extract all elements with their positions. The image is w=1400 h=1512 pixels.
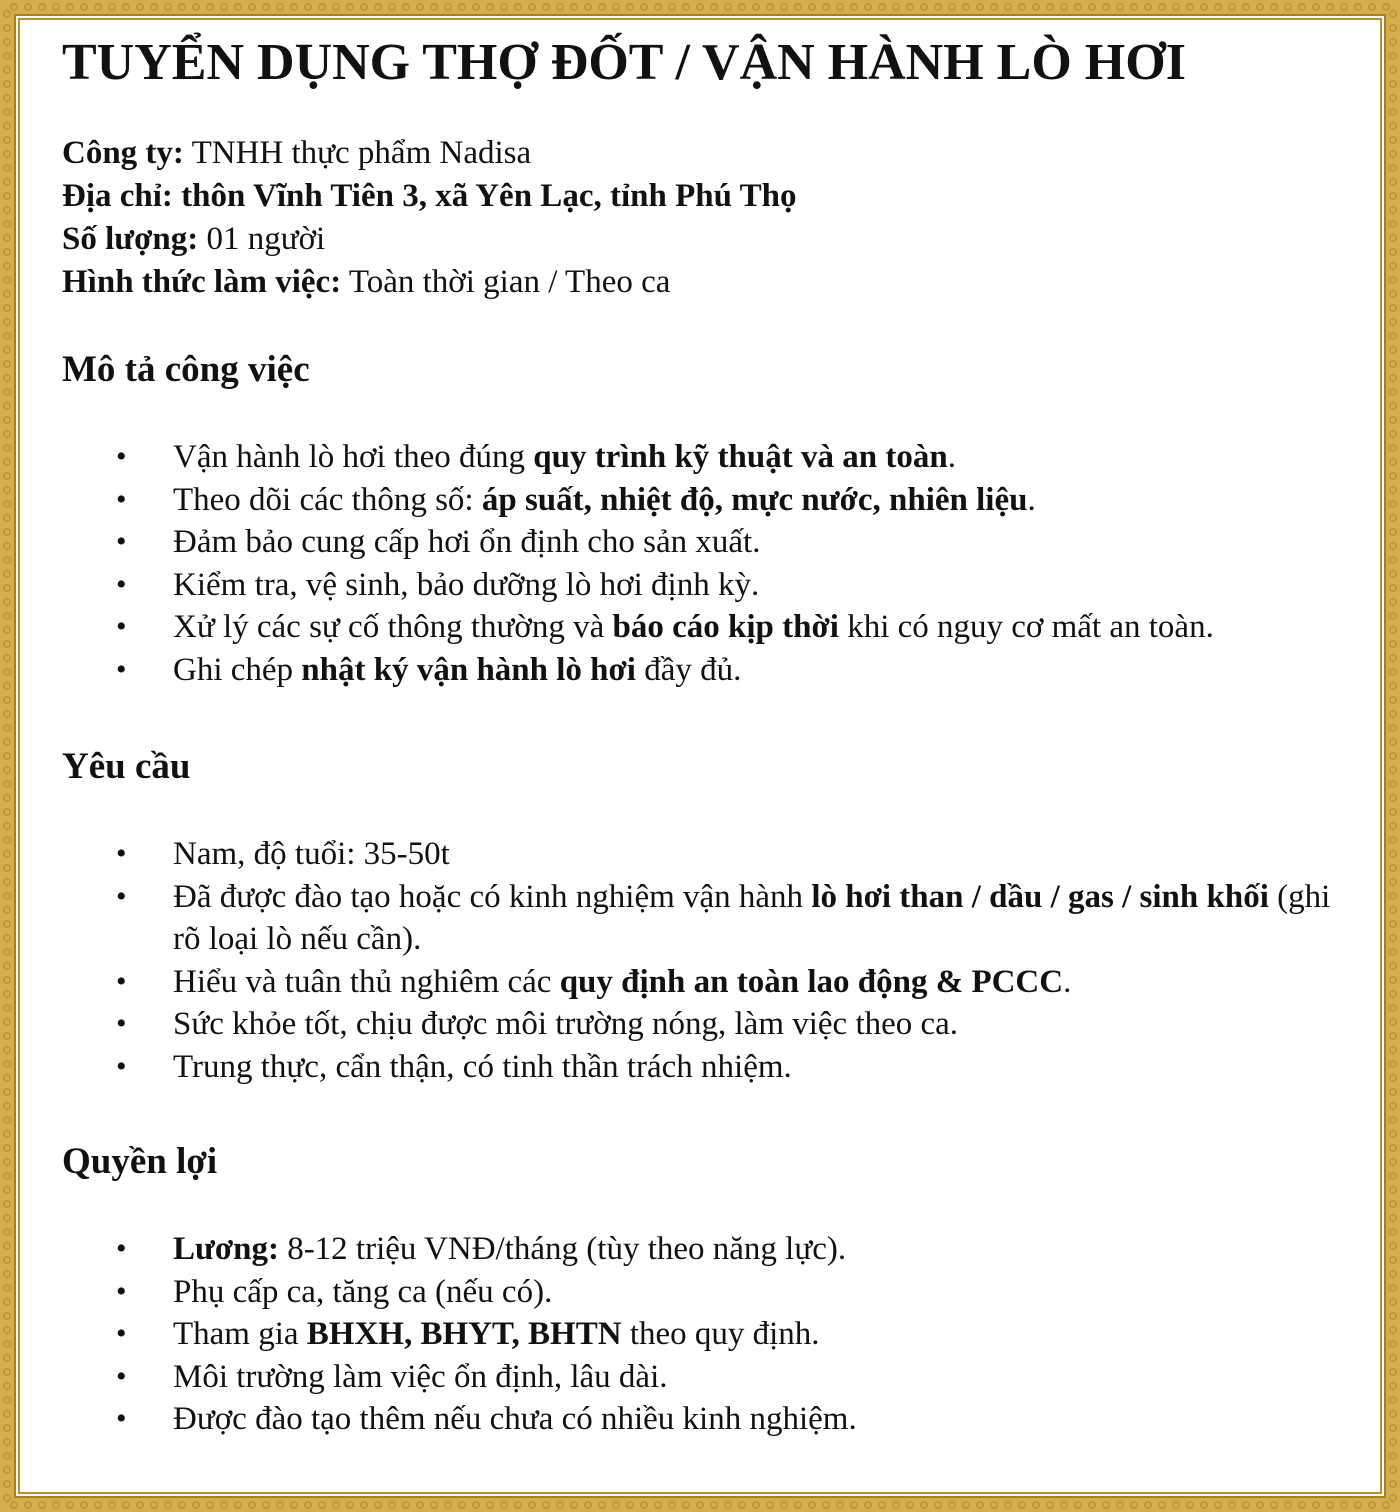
list-item-bold-text: quy trình kỹ thuật và an toàn: [533, 439, 948, 475]
list-item-text: Hiểu và tuân thủ nghiêm các: [173, 963, 560, 1000]
list-item-bold-text: lò hơi than / dầu / gas / sinh khối: [811, 878, 1269, 915]
list-item: [116, 1228, 1362, 1271]
list-item-text: theo quy định.: [621, 1316, 820, 1352]
worktype-value: Toàn thời gian / Theo ca: [341, 264, 671, 300]
bullet-icon: •: [116, 567, 127, 601]
list-item: [116, 1356, 1362, 1399]
list-item-text: .: [947, 439, 956, 475]
list-item-text: Đảm bảo cung cấp hơi ổn định cho sản xuất.: [173, 524, 761, 560]
worktype-label: Hình thức làm việc:: [62, 264, 342, 300]
list-item-text: khi có nguy cơ mất an toàn.: [838, 609, 1214, 645]
list-item-text: Môi trường làm việc ổn định, lâu dài.: [173, 1358, 668, 1395]
list-item-text: Nam, độ tuổi: 35-50t: [173, 836, 450, 872]
company-value: TNHH thực phẩm Nadisa: [183, 135, 532, 171]
list-item: [116, 1271, 1362, 1314]
company-label: Công ty:: [62, 135, 184, 171]
list-item-bold-text: BHXH, BHYT, BHTN: [306, 1316, 622, 1352]
list-item: [116, 961, 1362, 1004]
requirements-list: [62, 833, 1362, 1088]
list-item-text: Kiểm tra, vệ sinh, bảo dưỡng lò hơi định kỳ.: [173, 566, 760, 603]
benefits-list: [62, 1228, 1362, 1441]
list-item-bold-text: nhật ký vận hành lò hơi: [301, 651, 636, 688]
list-item-text: Trung thực, cẩn thận, có tinh thần trách nhiệm.: [173, 1048, 792, 1085]
list-item: [116, 833, 1362, 876]
bullet-icon: •: [116, 879, 127, 913]
list-item-text: .: [1063, 963, 1072, 1000]
list-item: [116, 479, 1362, 522]
company-line: [62, 132, 1362, 175]
bullet-icon: •: [116, 440, 127, 473]
page-title: TUYỂN DỤNG THỢ ĐỐT / VẬN HÀNH LÒ HƠI: [62, 34, 1186, 91]
list-item-text: Ghi chép: [173, 651, 302, 688]
bullet-icon: •: [116, 1402, 127, 1435]
bullet-icon: •: [116, 964, 127, 998]
description-heading: Mô tả công việc: [62, 349, 310, 390]
requirements-heading: Yêu cầu: [62, 746, 191, 787]
bullet-icon: •: [116, 610, 127, 643]
bullet-icon: •: [116, 1274, 127, 1308]
list-item: [116, 1313, 1362, 1356]
bullet-icon: •: [116, 482, 127, 516]
list-item-text: Tham gia: [173, 1316, 307, 1352]
list-item: [116, 521, 1362, 564]
list-item: [116, 564, 1362, 607]
company-info: [62, 132, 1362, 304]
list-item-bold-text: báo cáo kịp thời: [612, 609, 839, 645]
list-item: [116, 1003, 1362, 1046]
list-item-bold-text: áp suất, nhiệt độ, mực nước, nhiên liệu: [481, 481, 1028, 518]
bullet-icon: •: [116, 1007, 127, 1040]
list-item-bold-text: Lương:: [173, 1231, 279, 1267]
bullet-icon: •: [116, 837, 127, 870]
list-item: [116, 876, 1362, 961]
bullet-icon: •: [116, 652, 127, 686]
bullet-icon: •: [116, 1049, 127, 1083]
list-item: [116, 1398, 1362, 1441]
list-item-bold-text: quy định an toàn lao động & PCCC: [559, 963, 1064, 1000]
bullet-icon: •: [116, 1359, 127, 1393]
bullet-icon: •: [116, 1317, 127, 1350]
list-item: [116, 1046, 1362, 1089]
list-item-text: Sức khỏe tốt, chịu được môi trường nóng, làm việc theo ca.: [173, 1006, 959, 1042]
list-item-text: (ghi rõ loại lò nếu cần).: [173, 878, 1331, 957]
list-item: [116, 649, 1362, 692]
job-posting: [62, 28, 1362, 1441]
list-item-text: .: [1027, 481, 1036, 518]
list-item-text: Xử lý các sự cố thông thường và: [173, 609, 613, 645]
list-item-text: Theo dõi các thông số:: [173, 481, 482, 518]
worktype-line: [62, 261, 1362, 304]
list-item: [116, 606, 1362, 649]
quantity-label: Số lượng:: [62, 221, 199, 257]
benefits-heading: Quyền lợi: [62, 1141, 218, 1182]
list-item-text: 8-12 triệu VNĐ/tháng (tùy theo năng lực).: [278, 1231, 847, 1267]
address-label: Địa chỉ: thôn Vĩnh Tiên 3, xã Yên Lạc, tỉnh Phú Thọ: [62, 178, 797, 214]
list-item-text: Được đào tạo thêm nếu chưa có nhiều kinh nghiệm.: [173, 1401, 857, 1437]
description-list: [62, 436, 1362, 691]
address-line: [62, 175, 1362, 218]
bullet-icon: •: [116, 1232, 127, 1265]
quantity-line: [62, 218, 1362, 261]
list-item: [116, 436, 1362, 479]
list-item-text: Đã được đào tạo hoặc có kinh nghiệm vận hành: [173, 878, 812, 915]
list-item-text: đầy đủ.: [635, 651, 742, 688]
bullet-icon: •: [116, 525, 127, 558]
quantity-value: 01 người: [198, 221, 326, 257]
list-item-text: Vận hành lò hơi theo đúng: [173, 439, 534, 475]
list-item-text: Phụ cấp ca, tăng ca (nếu có).: [173, 1273, 553, 1310]
